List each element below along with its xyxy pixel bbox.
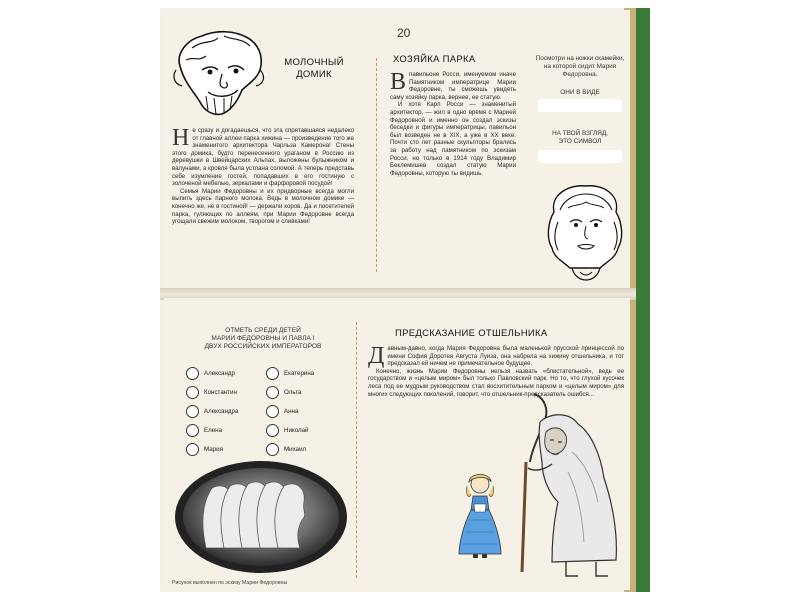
option-label: Николай	[284, 427, 309, 434]
park-mistress-text	[390, 71, 516, 177]
title-milk-house-line1: МОЛОЧНЫЙ	[284, 57, 344, 68]
milk-house-text	[172, 127, 354, 226]
mascaron-illustration	[172, 26, 267, 118]
cameo-caption: Рисунок выполнен по эскизу Марии Федоровны	[172, 580, 288, 586]
option-label: Ольга	[284, 389, 302, 396]
hermit-illustration	[512, 392, 632, 582]
drop-cap: Д	[368, 343, 385, 369]
option-label: Константин	[204, 389, 237, 396]
checkbox-circle[interactable]	[186, 405, 199, 418]
checkbox-circle[interactable]	[186, 367, 199, 380]
hermit-paragraph-2: Конечно, жизнь Марии Федоровны нельзя назвать «блистательной», ведь ее государством и «целым миром» был только Павловский парк. Но то, что глухой кусочек леса под ее мудрым руководством стал восхитительным парком и «целым миром» для многих следующих поколений, говорит, что отшельник-предсказатель ошибся...	[368, 367, 624, 398]
children-heading-line2: МАРИИ ФЕДОРОВНЫ И ПАВЛА I	[211, 335, 315, 342]
milk-house-paragraph-1: е сразу и догадаешься, что эта спрятавшаяся недалеко от главной аллеи парка хижина — произведение того же знаменитого архитектора Чарльза Камерона! Стены этого домика, будто перенесенного ураганом в Россию из деревушки в Швейцарских Альпах, выложены булыжником и валунами, а кровля была устлана соломой. А теперь представь себе изумление гостей, попадавших в его гостиную с золоченой мебелью, зеркалами и фарфоровой посудой!	[172, 127, 354, 188]
option-label: Александра	[204, 408, 239, 415]
label-they-look-like: ОНИ В ВИДЕ	[560, 89, 600, 96]
princess-girl-illustration	[455, 470, 505, 562]
option-label: Анна	[284, 408, 299, 415]
book-edge-right	[636, 8, 650, 592]
option-label: Елена	[204, 427, 223, 434]
bench-prompt: Посмотри на ножки скамейки, на которой сидит Мария Федоровна.	[535, 55, 625, 78]
label-symbol	[532, 130, 628, 146]
drop-cap: В	[390, 69, 407, 95]
drop-cap: Н	[172, 125, 190, 151]
option-right-1[interactable]	[266, 367, 314, 380]
title-hermit-prophecy: ПРЕДСКАЗАНИЕ ОТШЕЛЬНИКА	[395, 328, 548, 339]
checkbox-circle[interactable]	[266, 443, 279, 456]
option-right-3[interactable]	[266, 405, 298, 418]
children-heading	[178, 327, 348, 351]
park-mistress-paragraph-2: И хотя Карл Росси — знаменитый архитектор, — жил в одно время с Марией Федоровной и именно он создал эскизы беседки и фигуры императрицы, павильон был возведен не в XIX, а уже в XX веке. Почти сто лет разные скульпторы брались за работу над памятником по эскизам Росси, но только в 1914 году Владимир Беклемишев создал статую Марии Федоровны, которую ты видишь.	[390, 101, 516, 177]
column-divider-bottom	[356, 322, 357, 578]
label-symbol-line2: ЭТО СИМВОЛ	[558, 138, 602, 145]
option-left-1[interactable]	[186, 367, 235, 380]
checkbox-circle[interactable]	[186, 386, 199, 399]
title-milk-house-line2: ДОМИК	[296, 69, 332, 80]
option-left-4[interactable]	[186, 424, 222, 437]
park-mistress-paragraph-1: павильоне Росси, именуемом иначе Памятником императрице Марии Федоровне, ты сможешь увидеть саму хозяйку парка, вернее, ее статую.	[390, 71, 516, 101]
checkbox-circle[interactable]	[266, 386, 279, 399]
option-right-5[interactable]	[266, 443, 306, 456]
option-label: Александр	[204, 370, 235, 377]
label-symbol-line1: НА ТВОЙ ВЗГЛЯД,	[552, 130, 608, 137]
page-number: 20	[397, 26, 411, 40]
answer-field-symbol[interactable]	[538, 150, 622, 163]
checkbox-circle[interactable]	[266, 367, 279, 380]
answer-field-shape[interactable]	[538, 99, 622, 112]
option-left-5[interactable]	[186, 443, 223, 456]
hermit-text	[368, 345, 624, 398]
option-label: Екатерина	[284, 370, 315, 377]
checkbox-circle[interactable]	[186, 443, 199, 456]
cameo-children-profiles	[172, 458, 350, 576]
column-divider	[376, 58, 377, 272]
checkbox-circle[interactable]	[266, 405, 279, 418]
option-right-2[interactable]	[266, 386, 301, 399]
children-heading-line1: ОТМЕТЬ СРЕДИ ДЕТЕЙ	[225, 327, 301, 334]
option-label: Михаил	[284, 446, 307, 453]
option-left-3[interactable]	[186, 405, 238, 418]
option-right-4[interactable]	[266, 424, 309, 437]
title-milk-house	[278, 57, 350, 81]
children-heading-line3: ДВУХ РОССИЙСКИХ ИМПЕРАТОРОВ	[204, 343, 322, 350]
option-left-2[interactable]	[186, 386, 237, 399]
hermit-paragraph-1: авным-давно, когда Мария Федоровна была маленькой прусской принцессой по имени София Доротея Августа Луиза, она набрела на хижину отшельника, и тот предсказал ей ничем не примечательное будущее.	[387, 345, 624, 368]
option-label: Мария	[204, 446, 223, 453]
checkbox-circle[interactable]	[266, 424, 279, 437]
checkbox-circle[interactable]	[186, 424, 199, 437]
milk-house-paragraph-2: Семья Марии Федоровны и их придворные всегда могли выпить здесь парного молока. Ведь в молочном домике — конечно же, не в гостиной! — держали коров. Да и посетителей парка, гуляющих по аллеям, при Марии Федоровне всегда угощали свежим молоком, творогом и сливками!	[172, 187, 354, 226]
title-park-mistress: ХОЗЯЙКА ПАРКА	[393, 54, 476, 65]
female-mask-illustration	[540, 182, 630, 284]
